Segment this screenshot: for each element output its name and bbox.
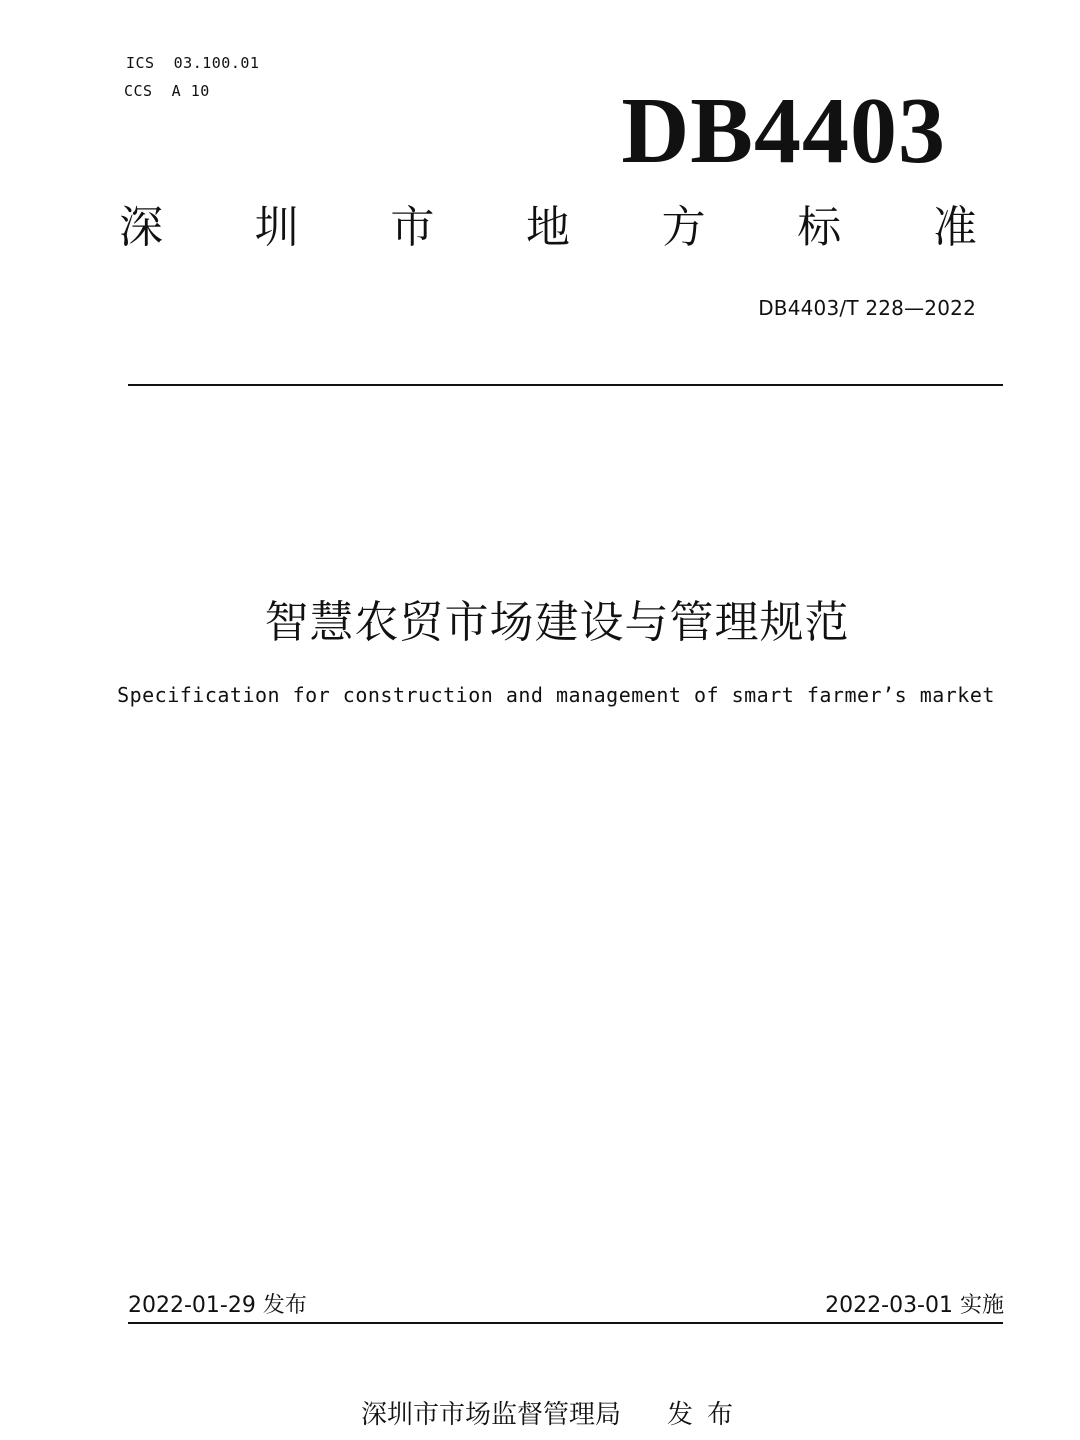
document-title-chinese: 智慧农贸市场建设与管理规范 [264, 597, 850, 648]
top-divider [128, 384, 1003, 386]
standard-type-char: 标 [797, 202, 842, 253]
publish-date: 2022-01-29 发布 [128, 1293, 307, 1318]
standard-type-char: 深 [119, 202, 163, 253]
ics-code: ICS 03.100.01 [126, 54, 260, 72]
bottom-divider [128, 1322, 1003, 1324]
standard-code-heading: DB4403 [621, 79, 946, 183]
standard-type-char: 方 [661, 202, 706, 253]
document-title-english: Specification for construction and management of smart farmer’s market [117, 683, 995, 707]
standard-type-char: 地 [525, 202, 570, 253]
standard-number: DB4403/T 228—2022 [758, 296, 976, 320]
standard-type-heading [118, 202, 978, 253]
issuer-line [0, 1394, 1080, 1431]
issuer-name: 深圳市市场监督管理局 [360, 1400, 621, 1430]
standard-type-char: 准 [932, 202, 977, 253]
standard-type-char: 市 [390, 202, 435, 253]
effective-date: 2022-03-01 实施 [825, 1293, 1004, 1318]
issuer-action: 发布 [667, 1400, 748, 1430]
ccs-code: CCS A 10 [124, 82, 210, 100]
standard-type-char: 圳 [254, 202, 299, 253]
